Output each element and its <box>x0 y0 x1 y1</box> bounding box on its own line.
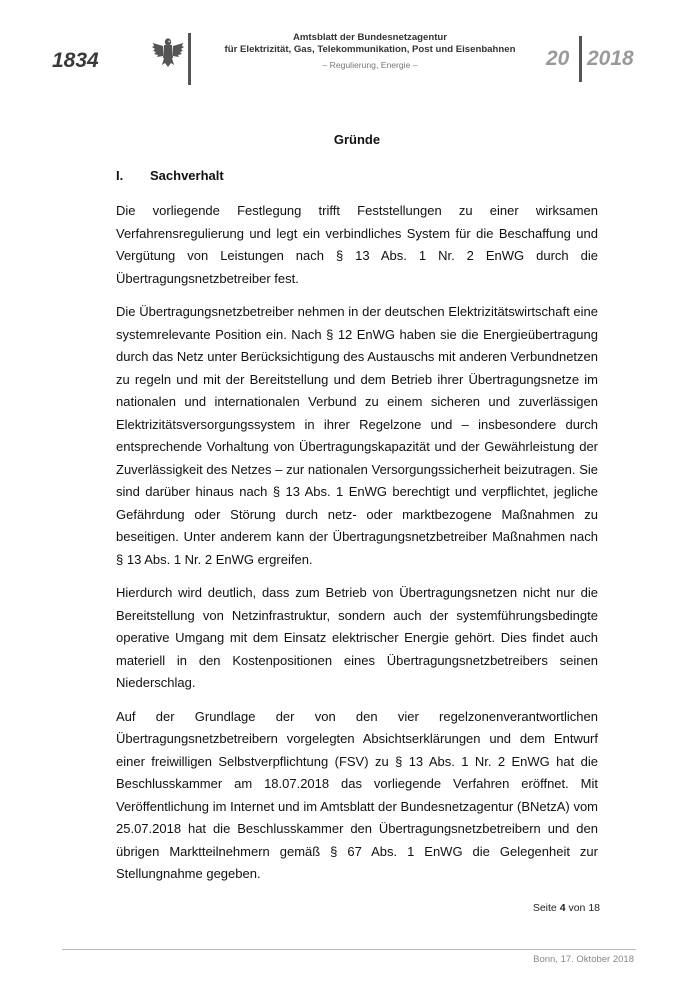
header-divider-right <box>579 36 582 82</box>
gazette-title <box>200 32 540 56</box>
page-counter-total: 18 <box>588 902 600 914</box>
page-number: 1834 <box>52 49 99 72</box>
page-counter <box>520 902 600 914</box>
page-counter-prefix: Seite <box>532 902 557 914</box>
document-body <box>116 129 598 897</box>
paragraph: Die Übertragungsnetzbetreiber nehmen in der deutschen Elektrizitätswirtschaft eine systemrelevante Position ein. Nach § 12 EnWG haben sie die Energieübertragung durch das Netz unter Berücksichtigung des Austauschs mit anderen Verbundnetzen zu regeln und mit der Bereitstellung und dem Betrieb ihrer Übertragungsnetze im nationalen und internationalen Verbund zu einem sicheren und zuverlässigen Elektrizitätsversorgungssystem in ihrer Regelzone und – insbesondere durch entsprechende Vorhaltung von Übertragungskapazität und der Gewährleistung der Zuverlässigkeit des Netzes – zur nationalen Versorgungssicherheit beizutragen. Sie sind darüber hinaus nach § 13 Abs. 1 EnWG berechtigt und verpflichtet, jegliche Gefährdung oder Störung durch netz- oder marktbezogene Maßnahmen zu beseitigen. Unter anderem kann der Übertragungsnetzbetreiber Maßnahmen nach § 13 Abs. 1 Nr. 2 EnWG ergreifen. <box>116 304 598 567</box>
subsection-number: I. <box>116 167 124 183</box>
paragraph: Auf der Grundlage der von den vier regelzonenverantwortlichen Übertragungsnetzbetreibern vorgelegten Absichtserklärungen und dem Entwurf einer freiwilligen Selbstverpflichtung (FSV) zu § 13 Abs. 1 Nr. 2 EnWG hat die Beschlusskammer am 18.07.2018 das vorliegende Verfahren eröffnet. Mit Veröffentlichung im Internet und im Amtsblatt der Bundesnetzagentur (BNetzA) vom 25.07.2018 hat die Beschlusskammer den Übertragungsnetzbetreibern und den übrigen Marktteilnehmern gemäß § 67 Abs. 1 EnWG die Gelegenheit zur Stellungnahme gegeben. <box>116 708 598 881</box>
footer-date: Bonn, 17. Oktober 2018 <box>533 954 634 965</box>
header-divider-left <box>188 33 191 85</box>
subsection-heading <box>116 165 598 188</box>
issue-number: 20 <box>546 47 570 70</box>
footer-divider <box>62 949 636 950</box>
federal-eagle-icon <box>150 34 186 70</box>
subsection-title: Sachverhalt <box>150 167 224 183</box>
paragraph: Die vorliegende Festlegung trifft Feststellungen zu einer wirksamen Verfahrensregulierung und legt ein verbindliches System für die Beschaffung und Vergütung von Leistungen nach § 13 Abs. 1 Nr. 2 EnWG durch die Übertragungsnetzbetreiber fest. <box>116 203 598 286</box>
page-counter-current: 4 <box>559 902 566 914</box>
gazette-title-line1: Amtsblatt der Bundesnetzagentur <box>292 32 448 43</box>
gazette-title-line2: für Elektrizität, Gas, Telekommunikation, Post und Eisenbahnen <box>224 44 516 55</box>
page-counter-separator: von <box>568 902 586 914</box>
gazette-subtitle: – Regulierung, Energie – <box>322 60 418 70</box>
issue-year: 2018 <box>587 47 634 70</box>
section-title: Gründe <box>333 132 381 147</box>
paragraph: Hierdurch wird deutlich, dass zum Betrieb von Übertragungsnetzen nicht nur die Bereitstellung von Netzinfrastruktur, sondern auch der systemführungsbedingte operative Umgang mit dem Einsatz elektrischer Energie gehört. Dies findet auch materiell in den Kostenpositionen eines Übertragungsnetzbetreibers seinen Niederschlag. <box>116 585 598 690</box>
